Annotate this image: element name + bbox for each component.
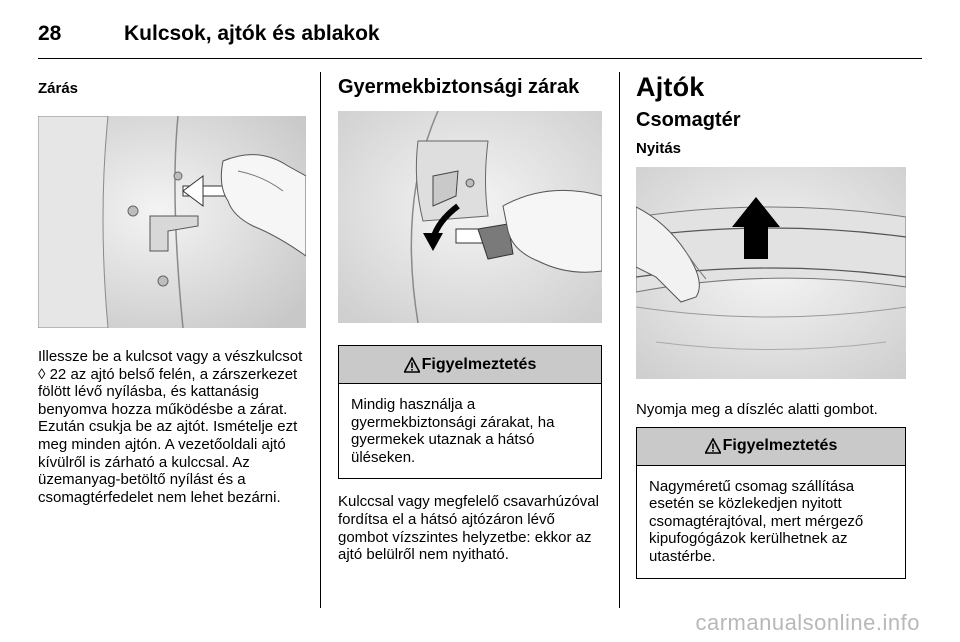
child-lock-instructions: Kulccsal vagy megfelelő csavarhúzóval fordítsa el a hátsó ajtózáron lévő gombot vízszintes helyzetbe: ekkor az ajtó belülről nem nyitható.: [338, 493, 599, 564]
figure-trunk-opening: [636, 167, 906, 379]
child-lock-illustration: [338, 111, 602, 323]
figure-child-lock: [338, 111, 602, 323]
warning-triangle-icon: [705, 438, 721, 454]
locking-instructions: [38, 348, 306, 506]
warning-box-trunk: [636, 427, 906, 579]
figure-door-lock: [38, 116, 306, 328]
column-doors: [636, 66, 906, 579]
warning-header: [637, 428, 905, 466]
page-number: 28: [38, 22, 62, 45]
warning-title: Figyelmeztetés: [722, 437, 838, 455]
heading-opening: Nyitás: [636, 140, 682, 157]
subsection-trunk: Csomagtér: [636, 109, 741, 131]
warning-text: Nagyméretű csomag szállítása esetén se közlekedjen nyitott csomagtérajtóval, mert mérgező kipufogógázok kerülhetnek az utastérbe.: [649, 477, 864, 565]
page-header: [38, 14, 380, 54]
heading-locking: Zárás: [38, 80, 79, 97]
column-divider-2: [619, 72, 620, 608]
column-divider-1: [320, 72, 321, 608]
column-child-locks: [338, 66, 602, 564]
chapter-title: Kulcsok, ajtók és ablakok: [124, 22, 380, 45]
trunk-instructions: Nyomja meg a díszléc alatti gombot.: [636, 401, 878, 418]
locking-text-part1: Illessze be a kulcsot vagy a vészkulcsot: [38, 348, 303, 365]
section-title-doors: Ajtók: [636, 72, 705, 102]
page-ref-icon: ◊: [38, 365, 46, 383]
warning-header: [339, 346, 601, 384]
locking-text-part2: 22 az ajtó belső felén, a zárszerkezet fölött lévő nyílásba, és kattanásig benyomva hozza működésbe a zárat. Ezután csukja be az ajtót. Ismételje ezt meg minden ajtón. A vezetőoldali ajtó kívülről is zárható a kulccsal. Az üzemanyag-betöltő nyílást és a csomagtérfedelet nem lehet bezárni.: [38, 365, 298, 506]
warning-box-child-locks: [338, 345, 602, 479]
door-lock-illustration: [38, 116, 306, 328]
warning-text: Mindig használja a gyermekbiztonsági zárakat, ha gyermekek utaznak a hátsó üléseken.: [351, 396, 555, 466]
trunk-illustration: [636, 167, 906, 379]
warning-triangle-icon: [404, 357, 420, 373]
warning-title: Figyelmeztetés: [421, 355, 537, 373]
watermark: carmanualsonline.info: [695, 610, 920, 635]
header-rule: [38, 58, 922, 59]
heading-child-locks: Gyermekbiztonsági zárak: [338, 76, 580, 98]
column-locking: [38, 66, 306, 506]
